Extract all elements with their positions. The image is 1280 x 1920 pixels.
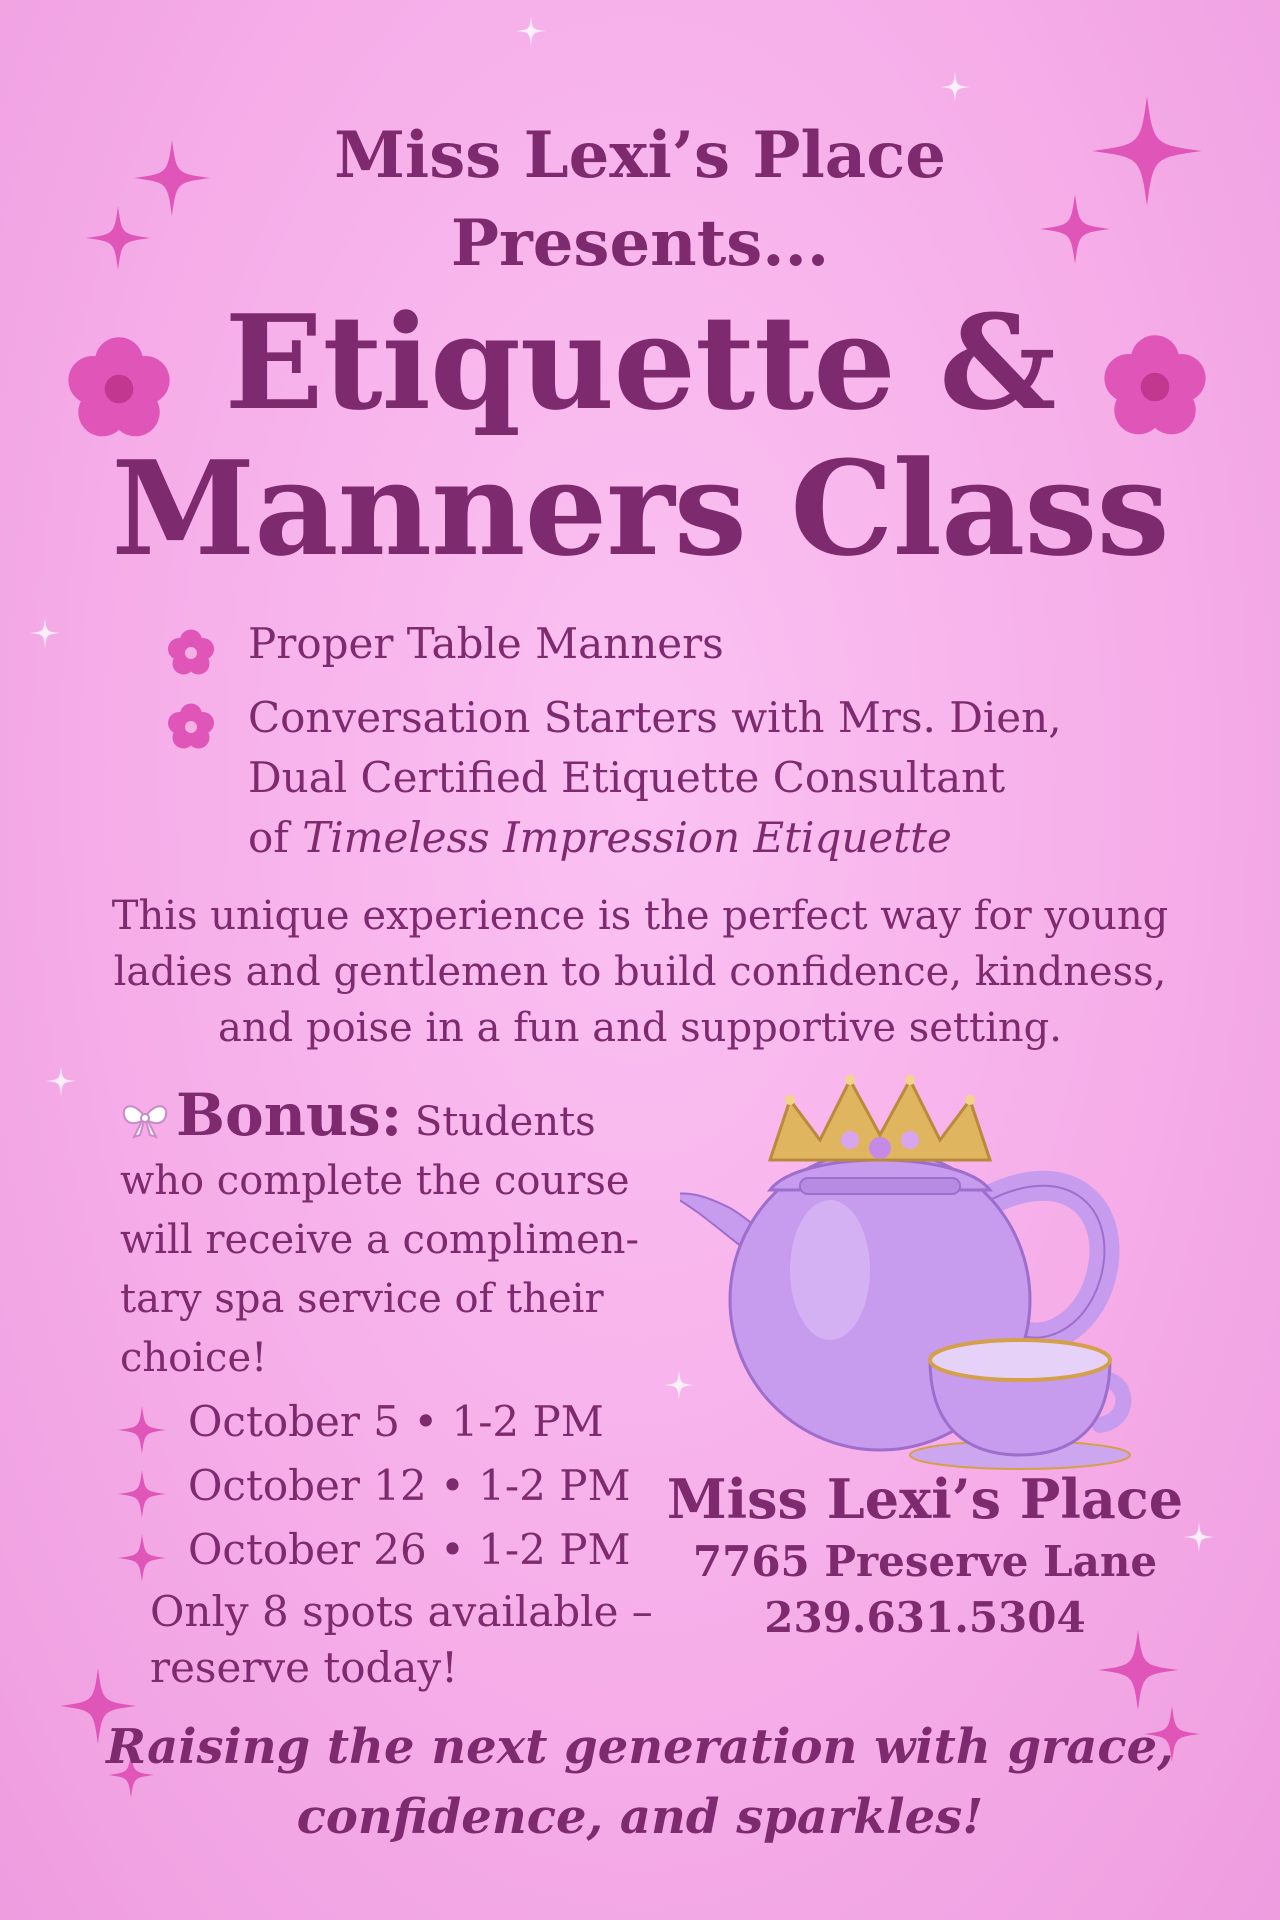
availability-line: reserve today! [150, 1643, 459, 1692]
sparkle-icon [118, 1534, 166, 1582]
venue-info [660, 1464, 1190, 1646]
sparkle-icon [118, 1470, 166, 1518]
bonus-label: Bonus: [176, 1081, 403, 1149]
flower-icon [166, 702, 216, 752]
availability-line: Only 8 spots available – [150, 1587, 653, 1636]
date-text: October 12 • 1-2 PM [188, 1461, 631, 1510]
tagline-line: confidence, and sparkles! [296, 1789, 984, 1845]
crown-icon [770, 1075, 990, 1160]
venue-address: 7765 Preserve Lane [692, 1537, 1158, 1586]
teacup-icon [930, 1340, 1110, 1455]
teapot-icon [680, 1070, 1140, 1470]
bonus-line: who complete the course [120, 1158, 630, 1204]
topic-text [248, 688, 1062, 868]
title-line: Etiquette & [224, 286, 1056, 439]
date-text: October 5 • 1-2 PM [188, 1397, 604, 1446]
tagline [60, 1712, 1220, 1852]
bonus-line: tary spa service of their [120, 1276, 604, 1322]
bonus-line: choice! [120, 1335, 268, 1381]
description-line: This unique experience is the perfect way for young [111, 893, 1169, 939]
bonus-section [120, 1081, 680, 1388]
description-line: ladies and gentlemen to build confidence, kindness, [113, 949, 1167, 995]
flower-icon [166, 628, 216, 678]
tagline-line: Raising the next generation with grace, [106, 1719, 1174, 1775]
sparkle-icon [30, 618, 60, 648]
description-line: and poise in a fun and supportive setting. [218, 1005, 1062, 1051]
sparkle-icon [516, 16, 546, 46]
venue-name: Miss Lexi’s Place [666, 1467, 1184, 1531]
presenter-line: Presents... [450, 206, 830, 281]
topic-line [248, 808, 1062, 868]
bonus-line [120, 1081, 680, 1152]
page-title [0, 286, 1280, 585]
availability-note [150, 1584, 710, 1696]
topic-line: Dual Certified Etiquette Consultant [248, 753, 1006, 802]
presenter-heading [0, 112, 1280, 288]
title-line: Manners Class [111, 432, 1169, 585]
topic-text: Proper Table Manners [248, 619, 724, 668]
topic-line-prefix: of [248, 813, 303, 862]
sparkle-icon [118, 1406, 166, 1454]
bonus-line: will receive a complimen- [120, 1217, 640, 1263]
company-name: Timeless Impression Etiquette [302, 813, 952, 862]
bow-icon [120, 1099, 170, 1139]
sparkle-icon [46, 1066, 76, 1096]
topic-line: Conversation Starters with Mrs. Dien, [248, 693, 1062, 742]
description [60, 888, 1220, 1056]
date-text: October 26 • 1-2 PM [188, 1525, 631, 1574]
sparkle-icon [940, 72, 970, 102]
venue-phone: 239.631.5304 [764, 1593, 1086, 1642]
bonus-text: Students [414, 1099, 596, 1145]
presenter-line: Miss Lexi’s Place [334, 118, 946, 193]
